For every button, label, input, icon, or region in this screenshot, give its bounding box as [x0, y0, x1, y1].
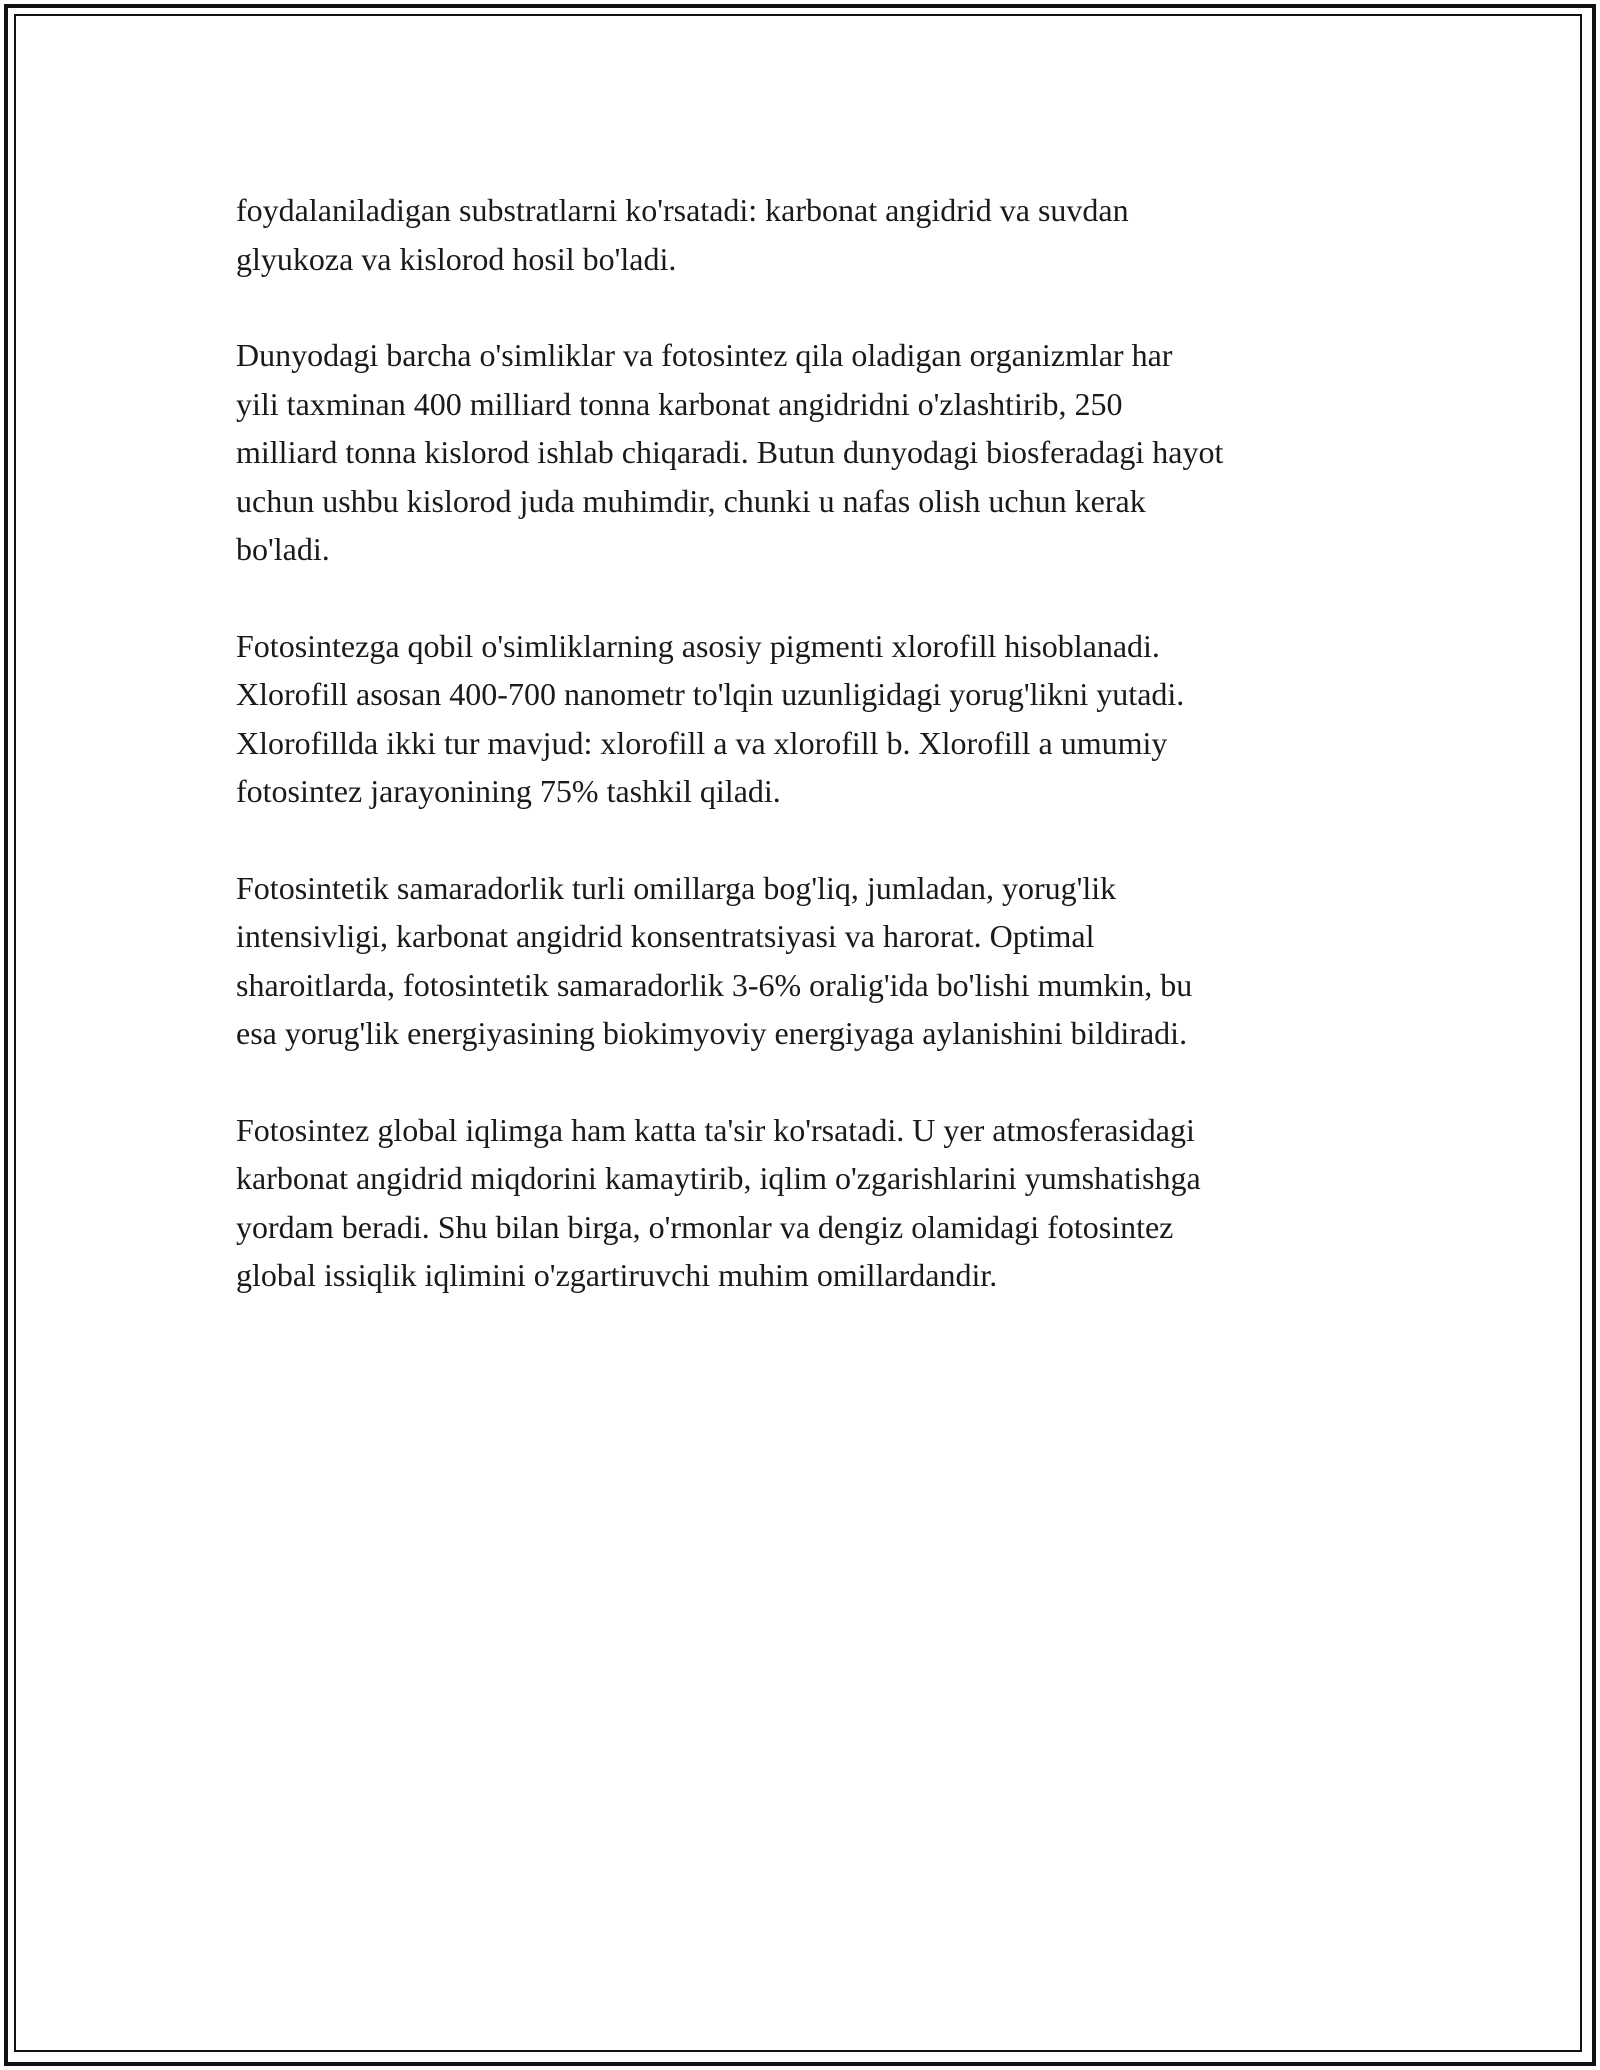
document-body [236, 186, 1386, 1348]
paragraph: foydalaniladigan substratlarni ko'rsatadi: karbonat angidrid va suvdan glyukoza va kislorod hosil bo'ladi. [236, 192, 1129, 277]
paragraph: Fotosintezga qobil o'simliklarning asosiy pigmenti xlorofill hisoblanadi. Xlorofill asosan 400-700 nanometr to'lqin uzunligidagi yorug'likni yutadi. Xlorofillda ikki tur mavjud: xlorofill a va xlorofill b. Xlorofill a umumiy fotosintez jarayonining 75% tashkil qiladi. [236, 627, 1185, 809]
paragraph: Fotosintez global iqlimga ham katta ta'sir ko'rsatadi. U yer atmosferasidagi karbonat angidrid miqdorini kamaytirib, iqlim o'zgarishlarini yumshatishga yordam beradi. Shu bilan birga, o'rmonlar va dengiz olamidagi fotosintez global issiqlik iqlimini o'zgartiruvchi muhim omillardandir. [236, 1111, 1201, 1293]
paragraph: Fotosintetik samaradorlik turli omillarga bog'liq, jumladan, yorug'lik intensivligi, karbonat angidrid konsentratsiyasi va harorat. Optimal sharoitlarda, fotosintetik samaradorlik 3-6% oralig'ida bo'lishi mumkin, bu esa yorug'lik energiyasining biokimyoviy energiyaga aylanishini bildiradi. [236, 869, 1193, 1051]
paragraph: Dunyodagi barcha o'simliklar va fotosintez qila oladigan organizmlar har yili taxminan 400 milliard tonna karbonat angidridni o'zlashtirib, 250 milliard tonna kislorod ishlab chiqaradi. Butun dunyodagi biosferadagi hayot uchun ushbu kislorod juda muhimdir, chunki u nafas olish uchun kerak bo'ladi. [236, 337, 1224, 567]
